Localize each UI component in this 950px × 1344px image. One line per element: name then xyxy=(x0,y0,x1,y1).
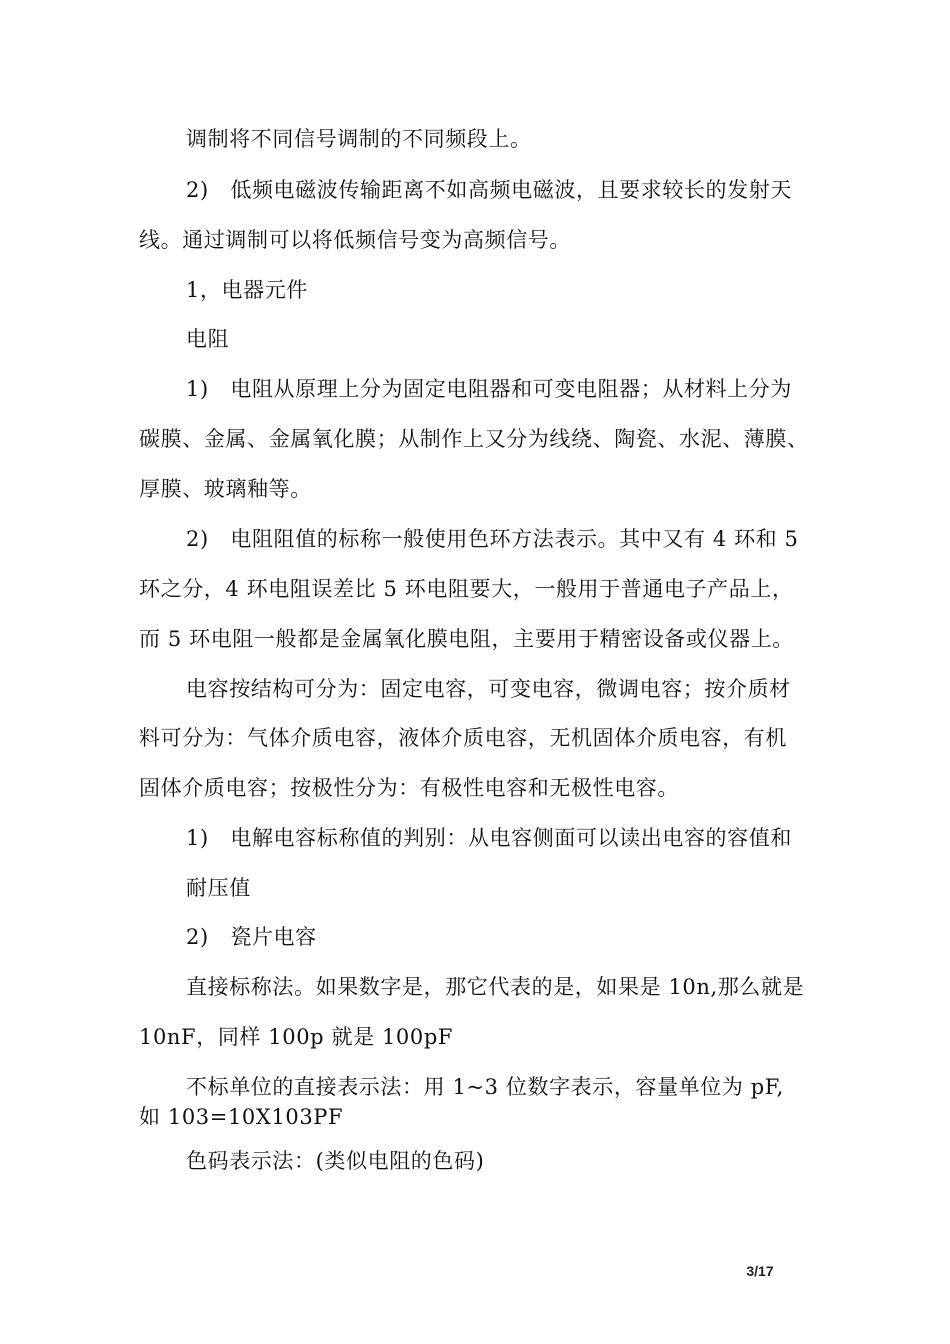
subsection-heading: 电阻 xyxy=(186,327,230,351)
text-line: 碳膜、金属、金属氧化膜；从制作上又分为线绕、陶瓷、水泥、薄膜、 xyxy=(139,427,809,451)
text-line: 环之分，4 环电阻误差比 5 环电阻要大，一般用于普通电子产品上， xyxy=(139,577,794,601)
text-line: 不标单位的直接表示法：用 1~3 位数字表示，容量单位为 pF, xyxy=(186,1075,784,1099)
text-line: 色码表示法：(类似电阻的色码) xyxy=(186,1149,485,1173)
text-line: 2) 瓷片电容 xyxy=(186,925,317,949)
text-line: 10nF，同样 100p 就是 100pF xyxy=(139,1025,454,1049)
text-line: 2) 电阻阻值的标称一般使用色环方法表示。其中又有 4 环和 5 xyxy=(186,527,799,551)
text-line: 如 103=10X103PF xyxy=(139,1105,344,1129)
text-line: 厚膜、玻璃釉等。 xyxy=(139,477,312,501)
page-number: 3/17 xyxy=(746,1263,774,1279)
text-line: 电容按结构可分为：固定电容，可变电容，微调电容；按介质材 xyxy=(186,677,791,701)
text-line: 料可分为：气体介质电容，液体介质电容，无机固体介质电容，有机 xyxy=(139,726,787,750)
text-line: 1) 电解电容标称值的判别：从电容侧面可以读出电容的容值和 xyxy=(186,826,792,850)
text-line: 线。通过调制可以将低频信号变为高频信号。 xyxy=(139,228,571,252)
text-line: 直接标称法。如果数字是，那它代表的是，如果是 10n,那么就是 xyxy=(186,975,805,999)
section-heading: 1，电器元件 xyxy=(186,278,308,302)
text-line: 固体介质电容；按极性分为：有极性电容和无极性电容。 xyxy=(139,776,679,800)
text-line: 1) 电阻从原理上分为固定电阻器和可变电阻器；从材料上分为 xyxy=(186,377,792,401)
text-line: 调制将不同信号调制的不同频段上。 xyxy=(186,127,532,151)
text-line: 耐压值 xyxy=(186,876,251,900)
text-line: 而 5 环电阻一般都是金属氧化膜电阻，主要用于精密设备或仪器上。 xyxy=(139,627,794,651)
text-line: 2) 低频电磁波传输距离不如高频电磁波，且要求较长的发射天 xyxy=(186,178,792,202)
